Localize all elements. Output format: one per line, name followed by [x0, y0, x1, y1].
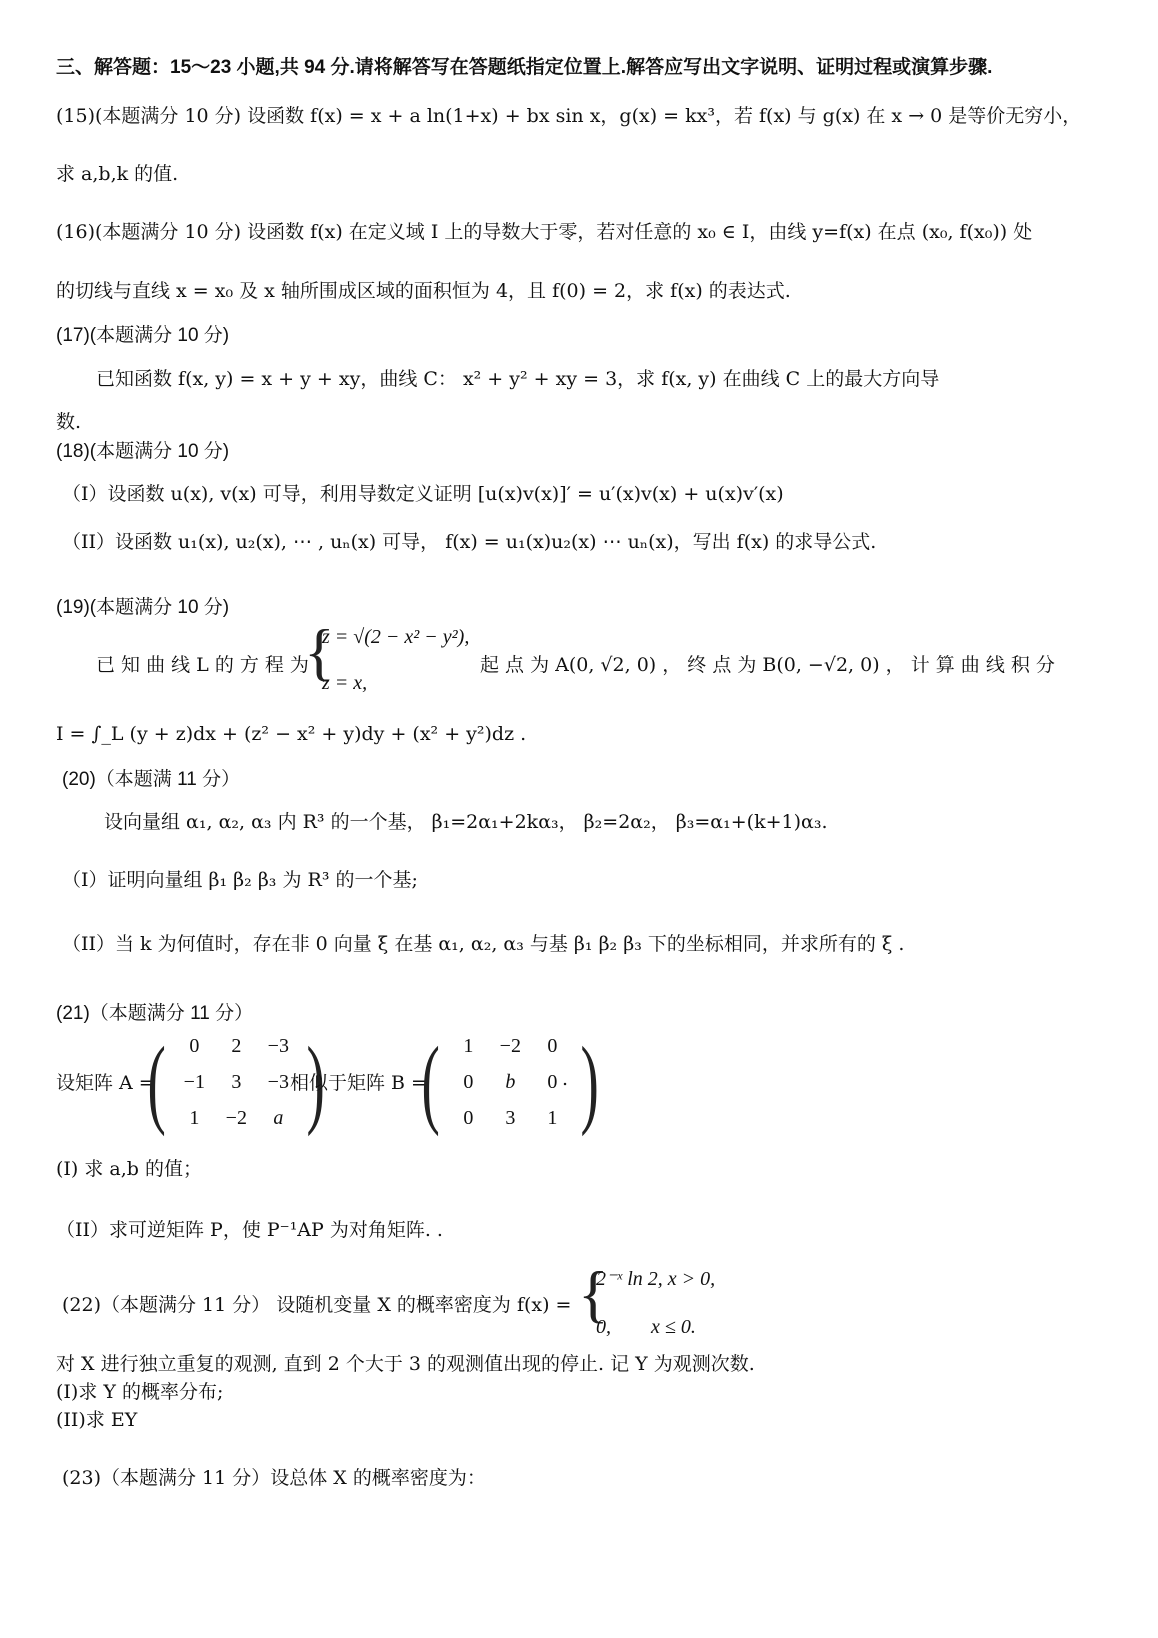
q21-lead: 设矩阵 A =: [56, 1072, 155, 1094]
q17-line2: 数.: [56, 411, 82, 433]
q21-part1: (I) 求 a,b 的值；: [56, 1158, 202, 1180]
matrix-b-left-paren: (: [421, 1026, 440, 1137]
matrix-a-cell: −2: [225, 1107, 247, 1129]
matrix-b-cell: b: [505, 1071, 516, 1093]
q15-line2: 求 a,b,k 的值.: [56, 163, 179, 185]
q21-part2: （II）求可逆矩阵 P，使 P⁻¹AP 为对角矩阵. .: [56, 1219, 443, 1241]
matrix-b-cell: 0: [463, 1107, 474, 1129]
matrix-a-right-paren: ): [306, 1026, 326, 1137]
matrix-b-cell: 3: [505, 1107, 516, 1129]
q19-integral: I = ∫_L (y + z)dx + (z² − x² + y)dy + (x² + y²)dz .: [56, 723, 527, 745]
q17-header: (17)(本题满分 10 分): [56, 325, 230, 346]
q19-eq1: z = √(2 − x² − y²),: [322, 626, 470, 648]
matrix-b-cell: 1: [463, 1035, 474, 1057]
section-heading: 三、解答题：15～23 小题,共 94 分.请将解答写在答题纸指定位置上.解答应写出文字说明、证明过程或演算步骤.: [56, 57, 993, 78]
q16-line1: (16)(本题满分 10 分) 设函数 f(x) 在定义域 I 上的导数大于零，若对任意的 x₀ ∈ I，由线 y=f(x) 在点 (x₀, f(x₀)) 处: [56, 221, 1033, 243]
q19-brace: {: [304, 616, 335, 687]
matrix-a-cell: −3: [267, 1071, 289, 1093]
matrix-b-cell: 0: [547, 1035, 558, 1057]
q19-lead: 已 知 曲 线 L 的 方 程 为: [96, 654, 309, 676]
matrix-b-cell: 0: [463, 1071, 474, 1093]
matrix-b-cell: 1: [547, 1107, 558, 1129]
q18-header: (18)(本题满分 10 分): [56, 441, 230, 462]
q21-mid: 相似于矩阵 B =: [290, 1072, 427, 1094]
matrix-b: [414, 1026, 607, 1137]
q15-line1: (15)(本题满分 10 分) 设函数 f(x) = x + a ln(1+x) + bx sin x，g(x) = kx³，若 f(x) 与 g(x) 在 x → 0 是等价无穷小，: [56, 105, 1082, 127]
q22-part1: (I)求 Y 的概率分布;: [56, 1381, 224, 1403]
matrix-a-cell: 1: [189, 1107, 200, 1129]
q23-line1: (23)（本题满分 11 分）设总体 X 的概率密度为：: [62, 1467, 486, 1489]
q22-case1: 2⁻ˣ ln 2, x > 0,: [596, 1268, 716, 1290]
q21-end: .: [562, 1068, 569, 1090]
q22-part2: (II)求 EY: [56, 1409, 138, 1431]
matrix-a-cell: 2: [231, 1035, 242, 1057]
q20-part1: （I）证明向量组 β₁ β₂ β₃ 为 R³ 的一个基;: [62, 869, 418, 891]
q20-header: (20)（本题满 11 分）: [62, 769, 241, 790]
matrix-b-cell: −2: [499, 1035, 521, 1057]
q19-eq2: z = x,: [322, 672, 368, 694]
q19-tail: 起 点 为 A(0, √2, 0) ， 终 点 为 B(0, −√2, 0) ， 计 算 曲 线 积 分: [480, 654, 1055, 676]
q22-case2: 0, x ≤ 0.: [596, 1316, 696, 1338]
matrix-a-cell: 0: [189, 1035, 200, 1057]
matrix-b-grid: [447, 1032, 573, 1132]
q16-line2: 的切线与直线 x = x₀ 及 x 轴所围成区域的面积恒为 4，且 f(0) = 2，求 f(x) 的表达式.: [56, 280, 791, 302]
q22-brace: {: [578, 1258, 609, 1329]
q17-line1: 已知函数 f(x, y) = x + y + xy，曲线 C： x² + y² + xy = 3，求 f(x, y) 在曲线 C 上的最大方向导: [96, 368, 940, 390]
q22-line2: 对 X 进行独立重复的观测, 直到 2 个大于 3 的观测值出现的停止. 记 Y 为观测次数.: [56, 1353, 755, 1375]
matrix-a-cell: −1: [183, 1071, 205, 1093]
q19-header: (19)(本题满分 10 分): [56, 597, 230, 618]
q21-header: (21)（本题满分 11 分）: [56, 1003, 254, 1024]
matrix-a-cell: −3: [267, 1035, 289, 1057]
matrix-a-cell: a: [273, 1107, 284, 1129]
q20-part2: （II）当 k 为何值时，存在非 0 向量 ξ 在基 α₁, α₂, α₃ 与基 β₁ β₂ β₃ 下的坐标相同，并求所有的 ξ .: [62, 933, 905, 955]
q20-line1: 设向量组 α₁, α₂, α₃ 内 R³ 的一个基， β₁=2α₁+2kα₃， β₂=2α₂， β₃=α₁+(k+1)α₃.: [104, 811, 828, 833]
q18-part2: （II）设函数 u₁(x), u₂(x), ⋯ , uₙ(x) 可导， f(x) = u₁(x)u₂(x) ⋯ uₙ(x)，写出 f(x) 的求导公式.: [62, 531, 877, 553]
matrix-a-left-paren: (: [147, 1026, 166, 1137]
matrix-b-right-paren: ): [580, 1026, 600, 1137]
q18-part1: （I）设函数 u(x), v(x) 可导，利用导数定义证明 [u(x)v(x)]′ = u′(x)v(x) + u(x)v′(x): [62, 483, 784, 505]
matrix-a-cell: 3: [231, 1071, 242, 1093]
matrix-a-grid: [173, 1032, 299, 1132]
matrix-b-cell: 0: [547, 1071, 558, 1093]
q22-lead: (22)（本题满分 11 分） 设随机变量 X 的概率密度为 f(x) =: [62, 1294, 572, 1316]
